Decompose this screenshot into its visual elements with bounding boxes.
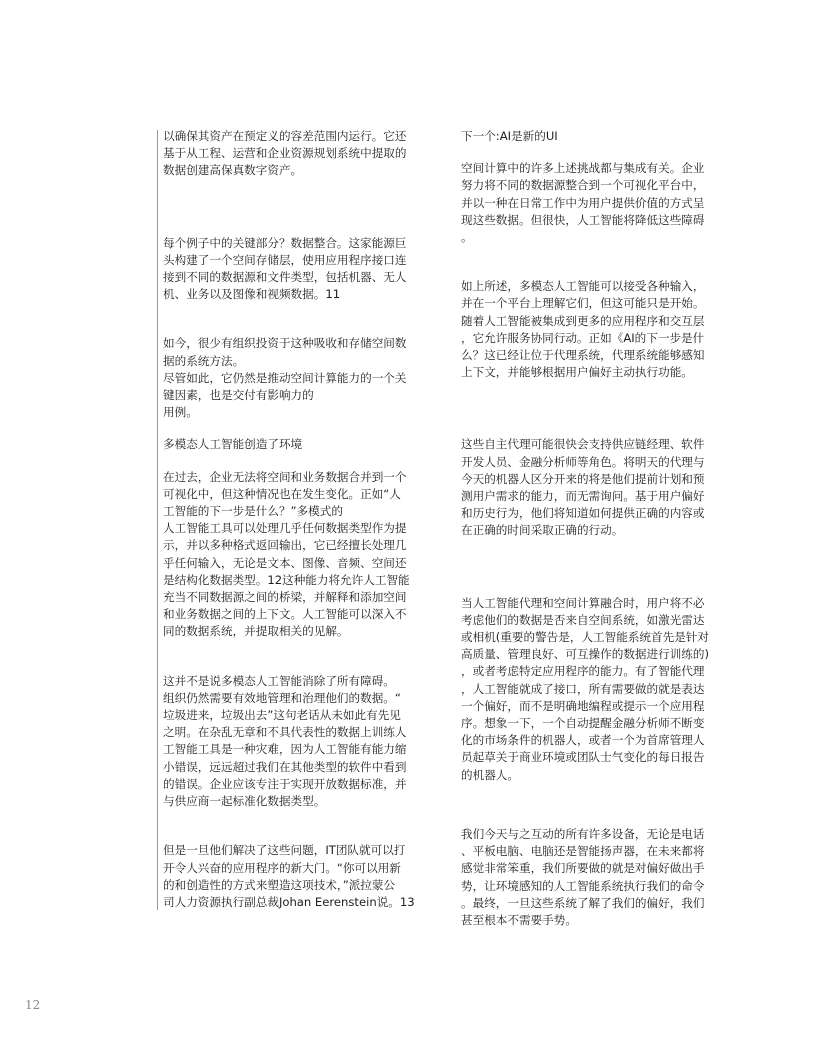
section-heading-multimodal-ai: 多模态人工智能创造了环境: [163, 437, 303, 452]
right-paragraph-5: 我们今天与之互动的所有许多设备，无论是电话 、平板电脑、电脑还是智能扬声器，在未来都将 感觉非常笨重，我们所要做的就是对偏好做出手 势，让环境感知的人工智能系统执行我们的命令 。最终，一旦这些系统了解了我们的偏好，我们 甚至根本不需要手势。: [461, 826, 705, 927]
right-paragraph-4: 当人工智能代理和空间计算融合时，用户将不必 考虑他们的数据是否来自空间系统，如激光雷达 或相机(重要的警告是，人工智能系统首先是针对 高质量、管理良好、可互操作的数据进行训练的) ，或者考虑特定应用程序的能力。有了智能代理 ，人工智能就成了接口，所有需要做的就是表达 一个偏好，而不是明确地编程或提示一个应用程 序。想象一下，一个自动提醒金融分析师不断变 化的市场条件的机器人，或者一个为首席管理人 员起草关于商业环境或团队士气变化的每日报告 的机器人。: [461, 595, 709, 782]
left-paragraph-2: 每个例子中的关键部分？数据整合。这家能源巨 头构建了一个空间存储层，使用应用程序接口连 接到不同的数据源和文件类型，包括机器、无人 机、业务以及图像和视频数据。11: [163, 235, 407, 302]
column-divider-rule: [157, 130, 158, 910]
left-paragraph-3: 如今，很少有组织投资于这种吸收和存储空间数 据的系统方法。 尽管如此，它仍然是推动空间计算能力的一个关 键因素，也是交付有影响力的 用例。: [163, 336, 407, 420]
left-column: [163, 128, 447, 911]
right-paragraph-2: 如上所述，多模态人工智能可以接受各种输入， 并在一个平台上理解它们，但这可能只是开始。 随着人工智能被集成到更多的应用程序和交互层 ，它允许服务协同行动。正如《AI的下一步是什 么？这已经让位于代理系统，代理系统能够感知 上下文，并能够根据用户偏好主动执行功能。: [461, 279, 705, 380]
left-paragraph-4: 在过去，企业无法将空间和业务数据合并到一个 可视化中，但这种情况也在发生变化。正如“人 工智能的下一步是什么？”多模式的 人工智能工具可以处理几乎任何数据类型作为提 示，并以多种格式返回输出，它已经擅长处理几 乎任何输入，无论是文本、图像、音频、空间还 是结构化数据类型。12这种能力将允许人工智能 充当不同数据源之间的桥梁，并解释和添加空间 和业务数据之间的上下文。人工智能可以深入不 同的数据系统，并提取相关的见解。: [163, 469, 410, 639]
left-paragraph-6: 但是一旦他们解决了这些问题，IT团队就可以打 开令人兴奋的应用程序的新大门。“你可以用新 的和创造性的方式来塑造这项技术，”派拉蒙公 司人力资源执行副总裁Johan Eerenstein说。13: [163, 843, 415, 909]
right-paragraph-1: 空间计算中的许多上述挑战都与集成有关。企业 努力将不同的数据源整合到一个可视化平台中， 并以一种在日常工作中为用户提供价值的方式呈 现这些数据。但很快，人工智能将降低这些障碍 。: [461, 161, 705, 245]
section-heading-ai-new-ui: 下一个:AI是新的UI: [461, 129, 558, 143]
right-column: [461, 128, 745, 929]
right-paragraph-3: 这些自主代理可能很快会支持供应链经理、软件 开发人员、金融分析师等角色。将明天的代理与 今天的机器人区分开来的将是他们提前计划和预 测用户需求的能力，而无需询问。基于用户偏好 和历史行为，他们将知道如何提供正确的内容或 在正确的时间采取正确的行动。: [461, 437, 705, 538]
left-paragraph-5: 这并不是说多模态人工智能消除了所有障碍。 组织仍然需要有效地管理和治理他们的数据。“ 垃圾进来，垃圾出去”这句老话从未如此有先见 之明。在杂乱无章和不具代表性的数据上训练人 工智能工具是一种灾难，因为人工智能有能力缩 小错误，远远超过我们在其他类型的软件中看到 的错误。企业应该专注于实现开放数据标准，并 与供应商一起标准化数据类型。: [163, 673, 407, 809]
page-number: 12: [25, 998, 41, 1012]
left-paragraph-1: 以确保其资产在预定义的容差范围内运行。它还 基于从工程、运营和企业资源规划系统中提取的 数据创建高保真数字资产。: [163, 129, 407, 178]
